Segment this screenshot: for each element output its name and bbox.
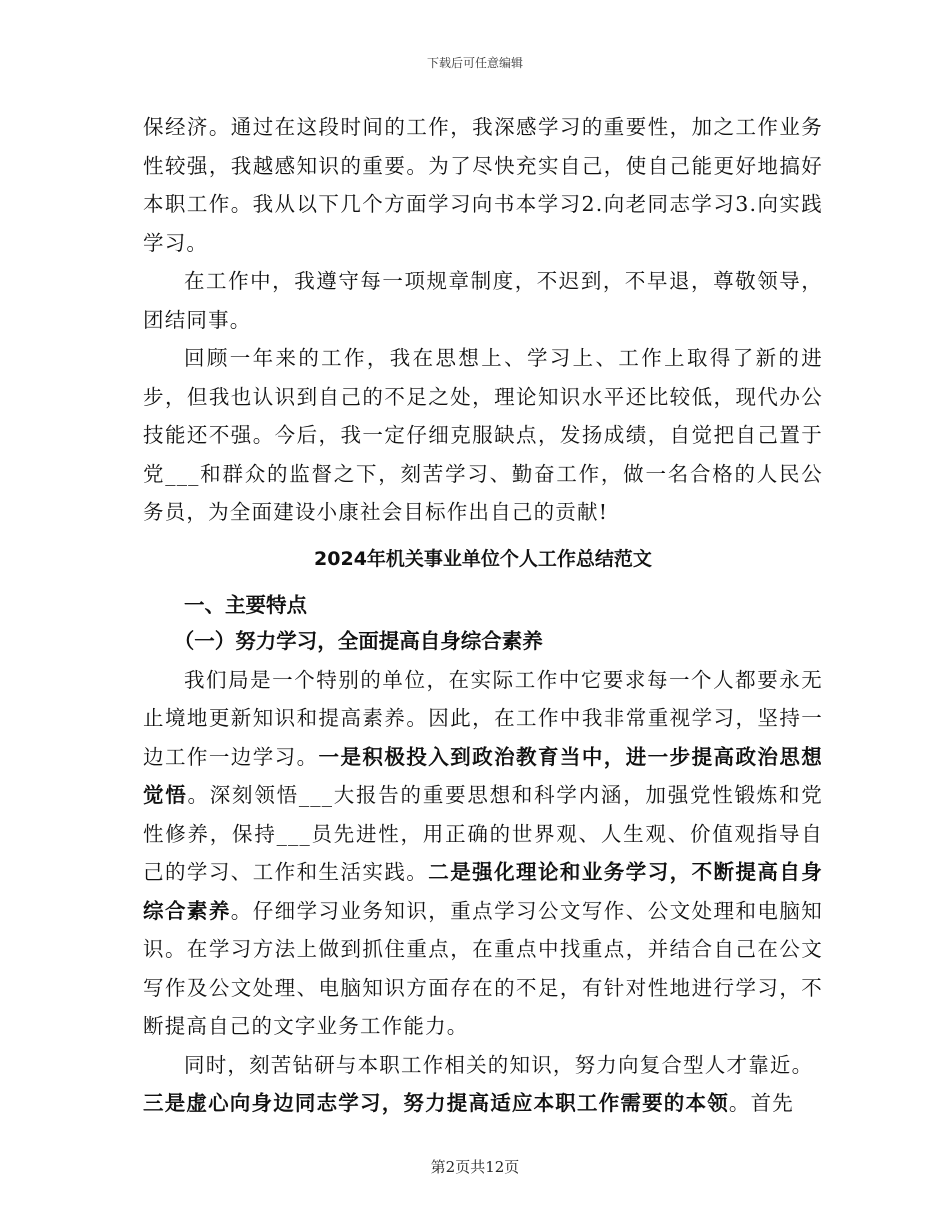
emphasis-point-three: 三是虚心向身边同志学习，努力提高适应本职工作需要的本领: [143, 1091, 729, 1115]
paragraph-research: 同时，刻苦钻研与本职工作相关的知识，努力向复合型人才靠近。: [184, 1052, 814, 1077]
section-heading: 一、主要特点: [184, 593, 307, 617]
paragraph-text: 。首先: [728, 1091, 795, 1115]
paragraph-continuation: 保经济。通过在这段时间的工作，我深感学习的重要性，加之工作业务性较强，我越感知识的重要。为了尽快充实自己，使自己能更好地搞好本职工作。我从以下几个方面学习向书本学习2.向老同志学习3.向实践学习。: [143, 115, 823, 255]
paragraph-discipline: 在工作中，我遵守每一项规章制度，不迟到，不早退，尊敬领导，团结同事。: [143, 269, 823, 332]
emphasis-point-two: 二是强化理论和业务学习，不断提高自身综合素养: [143, 860, 823, 923]
paragraph-text: 我们局是一个特别的单位，在实际工作中它要求每一个人都要永无止境地更新知识和提高素养。因此，在工作中我非常重视学习，坚持一边工作一边学习。: [143, 667, 823, 769]
subsection-heading: （一）努力学习，全面提高自身综合素养: [173, 629, 543, 653]
document-body: [143, 108, 823, 1123]
paragraph-review: 回顾一年来的工作，我在思想上、学习上、工作上取得了新的进步，但我也认识到自己的不足之处，理论知识水平还比较低，现代办公技能还不强。今后，我一定仔细克服缺点，发扬成绩，自觉把自己置于党___和群众的监督之下，刻苦学习、勤奋工作，做一名合格的人民公务员，为全面建设小康社会目标作出自己的贡献!: [143, 346, 823, 524]
paragraph-colleagues: [143, 1084, 823, 1123]
paragraph-study: [143, 661, 823, 1046]
paragraph-text: 。仔细学习业务知识，重点学习公文写作、公文处理和电脑知识。在学习方法上做到抓住重点，在重点中找重点，并结合自己在公文写作及公文处理、电脑知识方面存在的不足，有针对性地进行学习，不断提高自己的文字业务工作能力。: [143, 898, 823, 1038]
page-footer: 第2页共12页: [430, 1158, 520, 1176]
paragraph-text: 。深刻领悟___大报告的重要思想和科学内涵，加强党性锻炼和党性修养，保持___员先进性，用正确的世界观、人生观、价值观指导自己的学习、工作和生活实践。: [143, 783, 823, 884]
document-title: 2024年机关事业单位个人工作总结范文: [314, 547, 652, 570]
page-header: 下载后可任意编辑: [426, 56, 523, 70]
emphasis-point-one: 一是积极投入到政治教育当中，进一步提高政治思想觉悟: [143, 744, 823, 807]
